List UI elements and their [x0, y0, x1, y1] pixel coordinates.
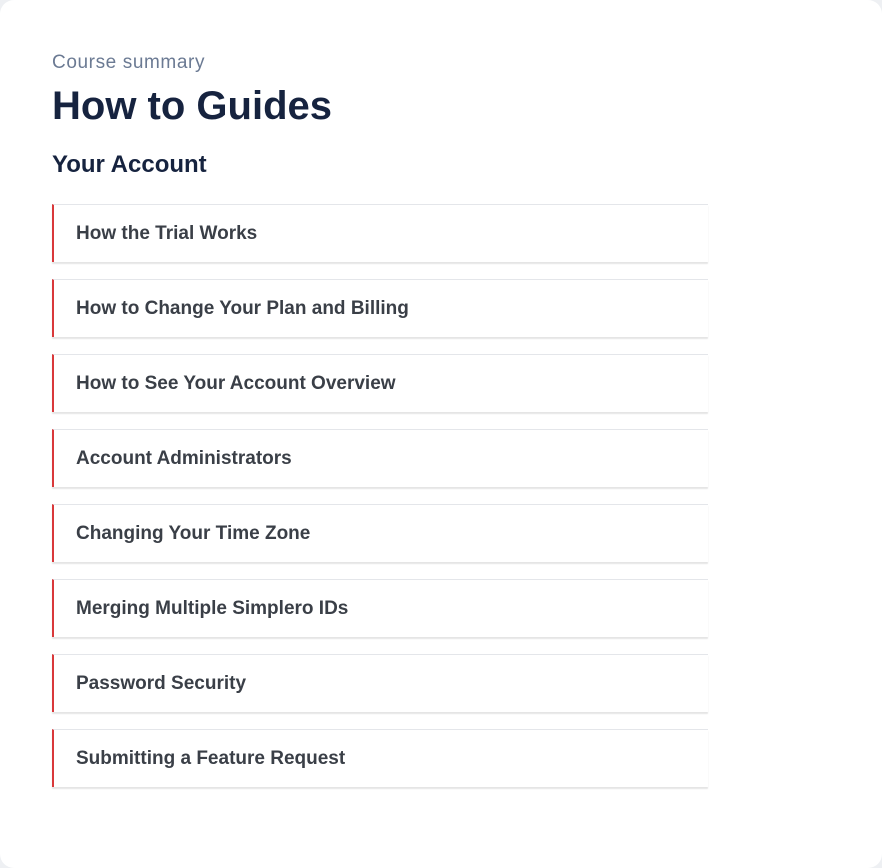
- course-summary-eyebrow: Course summary: [52, 52, 206, 73]
- lesson-label: How to Change Your Plan and Billing: [76, 298, 409, 319]
- lesson-item-password-security[interactable]: [52, 654, 708, 712]
- lesson-item-plan-billing[interactable]: [52, 279, 708, 337]
- lesson-label: Account Administrators: [76, 448, 292, 469]
- course-summary-content: [52, 50, 708, 804]
- lesson-label: Merging Multiple Simplero IDs: [76, 598, 349, 619]
- lesson-list: [52, 204, 708, 787]
- lesson-item-trial[interactable]: [52, 204, 708, 262]
- section-title: Your Account: [52, 151, 207, 178]
- lesson-label: Password Security: [76, 673, 247, 694]
- lesson-item-time-zone[interactable]: [52, 504, 708, 562]
- lesson-label: How to See Your Account Overview: [76, 373, 396, 394]
- lesson-item-account-overview[interactable]: [52, 354, 708, 412]
- page-title: How to Guides: [52, 84, 332, 128]
- lesson-item-merging-ids[interactable]: [52, 579, 708, 637]
- lesson-label: Submitting a Feature Request: [76, 748, 346, 769]
- lesson-label: How the Trial Works: [76, 223, 258, 244]
- lesson-item-feature-request[interactable]: [52, 729, 708, 787]
- lesson-item-administrators[interactable]: [52, 429, 708, 487]
- lesson-label: Changing Your Time Zone: [76, 523, 311, 544]
